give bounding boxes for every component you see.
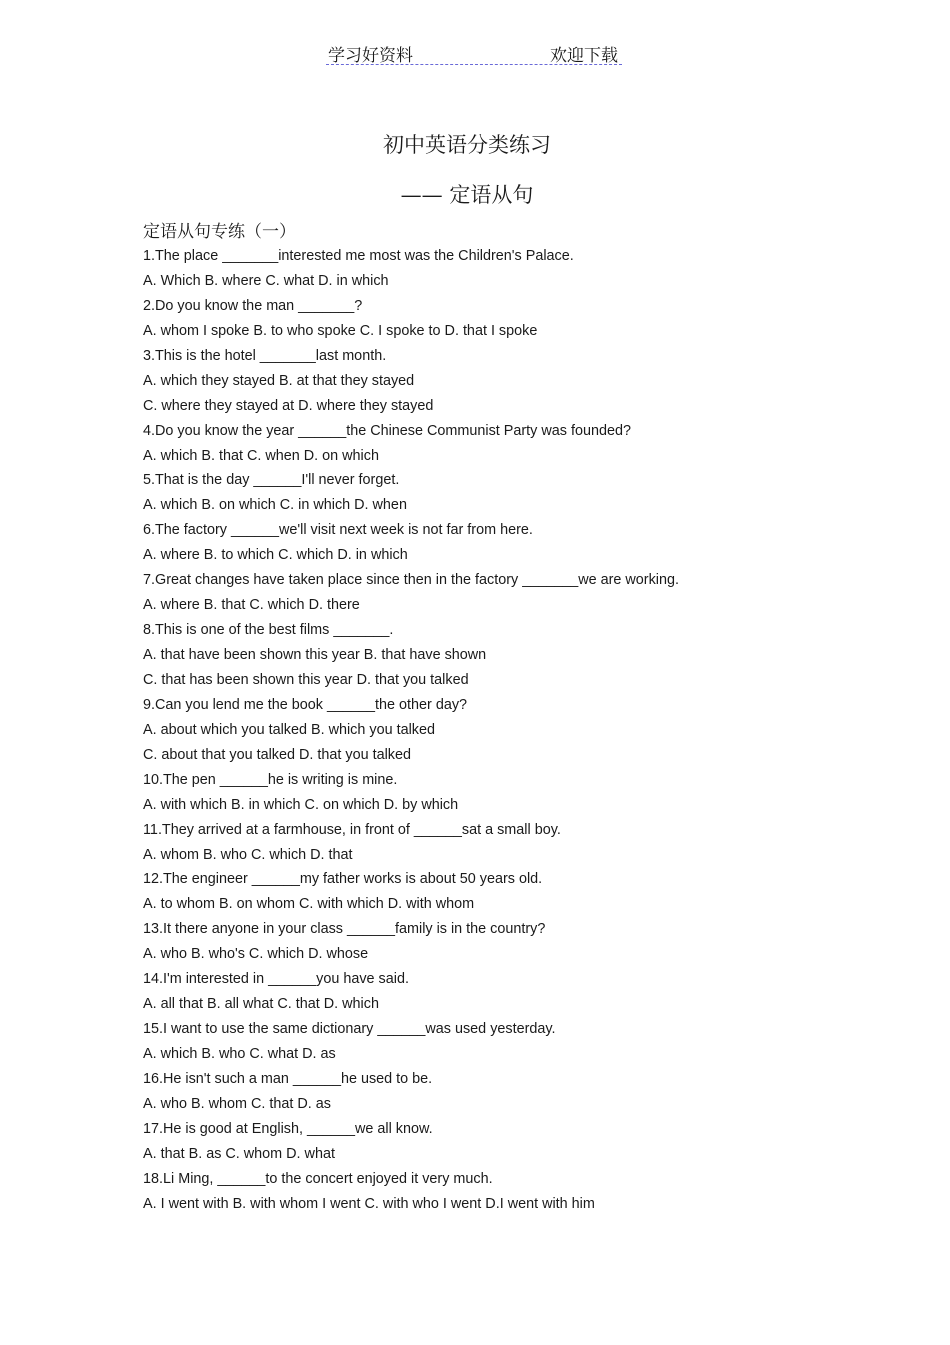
- page-header: [326, 40, 622, 65]
- exercise-line: A. which B. who C. what D. as: [143, 1046, 336, 1062]
- exercise-line: A. who B. whom C. that D. as: [143, 1095, 331, 1112]
- exercise-line: A. with which B. in which C. on which D. by which: [143, 796, 459, 813]
- exercise-line: 7.Great changes have taken place since then in the factory _______we are working.: [143, 572, 679, 589]
- section-title: 定语从句专练（一）: [143, 222, 296, 242]
- exercise-line: 18.Li Ming, ______to the concert enjoyed it very much.: [143, 1170, 493, 1187]
- exercise-line: 5.That is the day ______I'll never forget.: [143, 472, 400, 489]
- document-subtitle: —— 定语从句: [400, 183, 534, 207]
- document-title: 初中英语分类练习: [383, 133, 551, 157]
- exercise-line: A. I went with B. with whom I went C. with who I went D.I went with him: [143, 1195, 595, 1212]
- exercise-line: 6.The factory ______we'll visit next week is not far from here.: [143, 522, 533, 539]
- exercise-line: A. about which you talked B. which you talked: [143, 721, 435, 738]
- exercise-line: A. whom B. who C. which D. that: [143, 846, 353, 863]
- exercise-line: C. where they stayed at D. where they stayed: [143, 397, 434, 414]
- exercise-line: 9.Can you lend me the book ______the other day?: [143, 696, 468, 713]
- exercise-line: 8.This is one of the best films _______.: [143, 622, 394, 639]
- exercise-line: 15.I want to use the same dictionary ______was used yesterday.: [143, 1021, 556, 1038]
- exercise-line: C. that has been shown this year D. that you talked: [143, 671, 469, 688]
- exercise-line: 11.They arrived at a farmhouse, in front of ______sat a small boy.: [143, 821, 561, 838]
- exercise-line: A. that have been shown this year B. that have shown: [143, 647, 487, 663]
- exercise-line: C. about that you talked D. that you talked: [143, 746, 411, 763]
- exercise-line: 14.I'm interested in ______you have said.: [143, 971, 409, 988]
- exercise-line: 2.Do you know the man _______?: [143, 297, 363, 314]
- exercise-line: A. which B. that C. when D. on which: [143, 447, 379, 464]
- exercise-line: 3.This is the hotel _______last month.: [143, 347, 387, 364]
- header-left-text: 学习好资料: [328, 46, 413, 66]
- exercise-line: A. Which B. where C. what D. in which: [143, 272, 389, 289]
- header-right-text: 欢迎下载: [550, 46, 618, 66]
- exercise-line: 10.The pen ______he is writing is mine.: [143, 771, 398, 788]
- exercise-line: A. where B. to which C. which D. in which: [143, 547, 408, 564]
- exercise-line: 4.Do you know the year ______the Chinese Communist Party was founded?: [143, 422, 631, 439]
- exercise-line: A. where B. that C. which D. there: [143, 597, 360, 614]
- exercise-line: A. that B. as C. whom D. what: [143, 1145, 335, 1162]
- exercise-line: A. which B. on which C. in which D. when: [143, 497, 407, 514]
- exercise-line: 1.The place _______interested me most was the Children's Palace.: [143, 248, 574, 264]
- exercise-line: A. to whom B. on whom C. with which D. with whom: [143, 896, 475, 913]
- exercise-line: A. which they stayed B. at that they stayed: [143, 372, 415, 389]
- exercise-line: A. all that B. all what C. that D. which: [143, 996, 379, 1013]
- exercise-line: A. who B. who's C. which D. whose: [143, 946, 369, 963]
- exercise-line: 12.The engineer ______my father works is about 50 years old.: [143, 871, 543, 888]
- exercise-line: 17.He is good at English, ______we all know.: [143, 1120, 433, 1137]
- exercise-line: A. whom I spoke B. to who spoke C. I spoke to D. that I spoke: [143, 322, 538, 339]
- exercise-line: 13.It there anyone in your class ______family is in the country?: [143, 921, 546, 938]
- exercise-list: [143, 244, 863, 1217]
- exercise-line: 16.He isn't such a man ______he used to be.: [143, 1070, 433, 1087]
